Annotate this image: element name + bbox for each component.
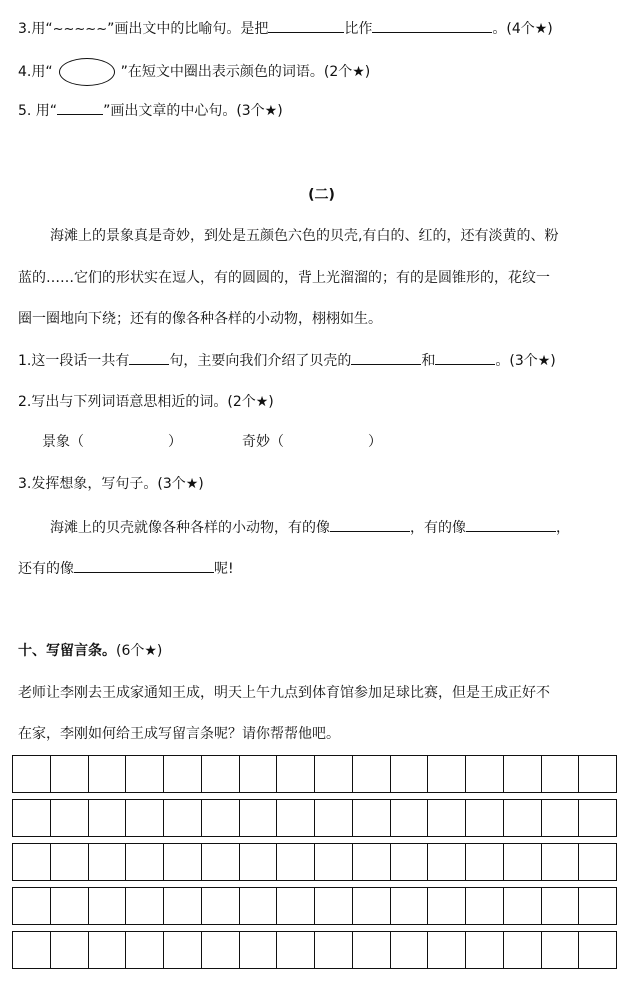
underline-symbol (57, 100, 103, 115)
grid-cell[interactable] (391, 756, 429, 792)
grid-cell[interactable] (164, 800, 202, 836)
word-jingxiang: 景象（ (42, 434, 84, 450)
grid-cell[interactable] (315, 844, 353, 880)
grid-cell[interactable] (428, 888, 466, 924)
q4-prefix: 4.用“ (18, 64, 53, 80)
grid-cell[interactable] (353, 844, 391, 880)
p1-blank-3[interactable] (435, 350, 495, 365)
p3-blank-1[interactable] (330, 517, 410, 532)
grid-cell[interactable] (466, 888, 504, 924)
q4-suffix: ”在短文中圈出表示颜色的词语。(2个★) (120, 64, 371, 80)
grid-cell[interactable] (315, 932, 353, 968)
grid-cell[interactable] (579, 844, 616, 880)
grid-cell[interactable] (579, 888, 616, 924)
task-line-2: 在家，李刚如何给王成写留言条呢？请你帮帮他吧。 (18, 726, 340, 742)
q5-prefix: 5. 用“ (18, 103, 58, 119)
grid-cell[interactable] (202, 844, 240, 880)
question-3 (18, 18, 553, 40)
grid-cell[interactable] (202, 932, 240, 968)
grid-row (12, 931, 617, 969)
grid-cell[interactable] (277, 844, 315, 880)
grid-cell[interactable] (202, 888, 240, 924)
grid-cell[interactable] (13, 844, 51, 880)
p2-word-pair (42, 432, 382, 452)
q3-blank-2[interactable] (372, 18, 492, 33)
grid-cell[interactable] (51, 932, 89, 968)
grid-cell[interactable] (126, 888, 164, 924)
q3-prefix: 用“ (31, 21, 53, 37)
paren-close-1: ） (168, 434, 182, 450)
passage-line-2: 蓝的……它们的形状实在逗人，有的圆圆的，背上光溜溜的；有的是圆锥形的，花纹一 (18, 270, 550, 286)
grid-cell[interactable] (89, 932, 127, 968)
grid-cell[interactable] (240, 756, 278, 792)
grid-cell[interactable] (164, 844, 202, 880)
grid-cell[interactable] (89, 756, 127, 792)
section-2-title: (二) (308, 187, 335, 203)
grid-cell[interactable] (51, 844, 89, 880)
grid-cell[interactable] (542, 888, 580, 924)
grid-row (12, 755, 617, 793)
grid-cell[interactable] (202, 756, 240, 792)
grid-cell[interactable] (579, 800, 616, 836)
grid-cell[interactable] (504, 800, 542, 836)
grid-row (12, 887, 617, 925)
grid-cell[interactable] (391, 932, 429, 968)
grid-cell[interactable] (126, 756, 164, 792)
grid-cell[interactable] (13, 800, 51, 836)
grid-cell[interactable] (353, 888, 391, 924)
q3-middle: ”画出文中的比喻句。是把 (107, 21, 269, 37)
grid-cell[interactable] (315, 800, 353, 836)
grid-cell[interactable] (89, 844, 127, 880)
grid-cell[interactable] (164, 932, 202, 968)
q3-blank-1[interactable] (268, 18, 344, 33)
grid-cell[interactable] (542, 932, 580, 968)
wavy-line-symbol: ~~~~~ (52, 22, 108, 37)
task-line-1: 老师让李刚去王成家通知王成，明天上午九点到体育馆参加足球比赛，但是王成正好不 (18, 685, 550, 701)
grid-cell[interactable] (391, 844, 429, 880)
grid-cell[interactable] (89, 888, 127, 924)
grid-cell[interactable] (13, 756, 51, 792)
p3-text-a: 海滩上的贝壳就像各种各样的小动物，有的像 (50, 520, 330, 536)
grid-cell[interactable] (504, 888, 542, 924)
grid-cell[interactable] (164, 756, 202, 792)
grid-cell[interactable] (51, 800, 89, 836)
word-qimiao: 奇妙（ (242, 434, 284, 450)
p1-blank-2[interactable] (351, 350, 421, 365)
grid-cell[interactable] (504, 932, 542, 968)
grid-cell[interactable] (51, 888, 89, 924)
question-4 (18, 58, 370, 86)
grid-cell[interactable] (579, 756, 616, 792)
grid-cell[interactable] (202, 800, 240, 836)
grid-cell[interactable] (391, 888, 429, 924)
grid-cell[interactable] (466, 932, 504, 968)
grid-cell[interactable] (126, 844, 164, 880)
grid-cell[interactable] (51, 756, 89, 792)
grid-cell[interactable] (466, 800, 504, 836)
p1-text-d: 。(3个★) (495, 353, 556, 369)
grid-cell[interactable] (466, 844, 504, 880)
grid-cell[interactable] (277, 932, 315, 968)
question-5 (18, 100, 283, 121)
grid-cell[interactable] (240, 888, 278, 924)
p3-sentence-line-2 (18, 558, 234, 579)
q3-middle-2: 比作 (344, 21, 373, 37)
section-10-heading (18, 641, 162, 661)
grid-cell[interactable] (164, 888, 202, 924)
grid-cell[interactable] (542, 844, 580, 880)
grid-cell[interactable] (13, 888, 51, 924)
writing-grid (12, 755, 617, 969)
grid-row (12, 799, 617, 837)
grid-cell[interactable] (240, 844, 278, 880)
q5-suffix: ”画出文章的中心句。(3个★) (103, 103, 283, 119)
section-10-stars: (6个★) (116, 643, 163, 659)
grid-cell[interactable] (542, 756, 580, 792)
q3-end: 。(4个★) (492, 21, 553, 37)
grid-cell[interactable] (277, 888, 315, 924)
grid-row (12, 843, 617, 881)
grid-cell[interactable] (353, 932, 391, 968)
grid-cell[interactable] (126, 932, 164, 968)
grid-cell[interactable] (428, 932, 466, 968)
grid-cell[interactable] (504, 844, 542, 880)
grid-cell[interactable] (315, 756, 353, 792)
ellipse-icon (59, 58, 115, 86)
grid-cell[interactable] (277, 800, 315, 836)
paren-close-2: ） (368, 434, 382, 450)
grid-cell[interactable] (240, 800, 278, 836)
grid-cell[interactable] (466, 756, 504, 792)
p3-sentence-line-1 (50, 517, 570, 538)
part-question-1 (18, 350, 556, 371)
p1-blank-1[interactable] (129, 350, 169, 365)
passage-line-1: 海滩上的景象真是奇妙，到处是五颜色六色的贝壳,有白的、红的，还有淡黄的、粉 (50, 228, 559, 244)
p1-text-c: 和 (421, 353, 436, 369)
grid-cell[interactable] (428, 756, 466, 792)
grid-cell[interactable] (579, 932, 616, 968)
part-question-3: 3.发挥想象，写句子。(3个★) (18, 476, 204, 492)
section-10-title: 十、写留言条。 (18, 643, 116, 659)
grid-cell[interactable] (315, 888, 353, 924)
p3-blank-2[interactable] (466, 517, 556, 532)
grid-cell[interactable] (542, 800, 580, 836)
p1-text-a: 1.这一段话一共有 (18, 353, 130, 369)
grid-cell[interactable] (428, 844, 466, 880)
grid-cell[interactable] (89, 800, 127, 836)
grid-cell[interactable] (428, 800, 466, 836)
grid-cell[interactable] (353, 756, 391, 792)
grid-cell[interactable] (391, 800, 429, 836)
p3-text-d: 还有的像 (18, 561, 74, 577)
grid-cell[interactable] (504, 756, 542, 792)
grid-cell[interactable] (126, 800, 164, 836)
passage-line-3: 圈一圈地向下绕；还有的像各种各样的小动物，栩栩如生。 (18, 311, 382, 327)
grid-cell[interactable] (240, 932, 278, 968)
grid-cell[interactable] (13, 932, 51, 968)
grid-cell[interactable] (277, 756, 315, 792)
p3-text-b: ，有的像 (410, 520, 466, 536)
p3-text-c: ， (556, 520, 570, 536)
q3-number: 3. (18, 21, 32, 37)
grid-cell[interactable] (353, 800, 391, 836)
p3-blank-3[interactable] (74, 558, 214, 573)
p1-text-b: 句，主要向我们介绍了贝壳的 (169, 353, 352, 369)
part-question-2: 2.写出与下列词语意思相近的词。(2个★) (18, 394, 274, 410)
p3-text-e: 呢! (214, 561, 234, 577)
